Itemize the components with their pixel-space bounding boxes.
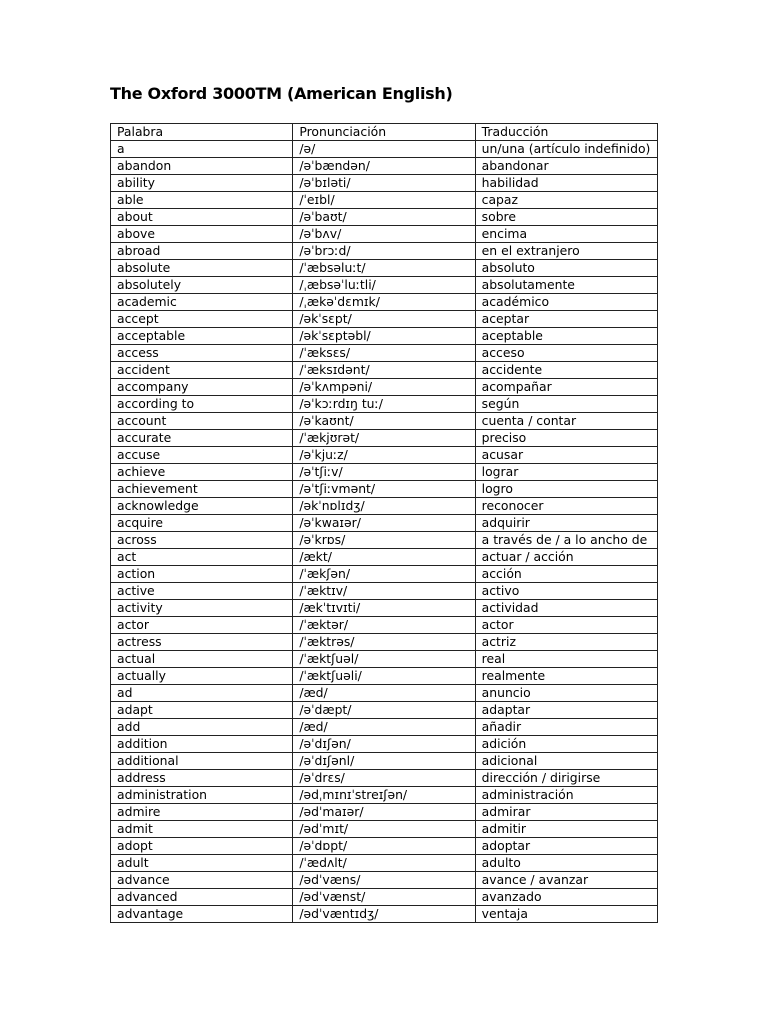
word-cell: administration <box>111 787 293 804</box>
translation-cell: logro <box>475 481 657 498</box>
word-cell: absolute <box>111 260 293 277</box>
pronunciation-cell: /əˈdɪʃənl/ <box>293 753 475 770</box>
word-cell: act <box>111 549 293 566</box>
table-row <box>111 396 658 413</box>
pronunciation-cell: /əkˈsɛptəbl/ <box>293 328 475 345</box>
table-row <box>111 311 658 328</box>
pronunciation-cell: /əˈdrɛs/ <box>293 770 475 787</box>
word-cell: accurate <box>111 430 293 447</box>
word-cell: activity <box>111 600 293 617</box>
table-row <box>111 175 658 192</box>
table-row <box>111 855 658 872</box>
word-cell: actress <box>111 634 293 651</box>
table-row <box>111 821 658 838</box>
translation-cell: ventaja <box>475 906 657 923</box>
table-row <box>111 668 658 685</box>
word-cell: additional <box>111 753 293 770</box>
table-row <box>111 447 658 464</box>
word-cell: abandon <box>111 158 293 175</box>
word-cell: action <box>111 566 293 583</box>
pronunciation-cell: /ˈæktər/ <box>293 617 475 634</box>
table-row <box>111 345 658 362</box>
table-row <box>111 736 658 753</box>
pronunciation-cell: /əˈdɒpt/ <box>293 838 475 855</box>
translation-cell: absolutamente <box>475 277 657 294</box>
translation-cell: adición <box>475 736 657 753</box>
translation-cell: preciso <box>475 430 657 447</box>
translation-cell: anuncio <box>475 685 657 702</box>
column-header-word: Palabra <box>111 124 293 141</box>
translation-cell: cuenta / contar <box>475 413 657 430</box>
pronunciation-cell: /əˈdɪʃən/ <box>293 736 475 753</box>
word-cell: accept <box>111 311 293 328</box>
translation-cell: a través de / a lo ancho de <box>475 532 657 549</box>
word-cell: abroad <box>111 243 293 260</box>
column-header-pronunciation: Pronunciación <box>293 124 475 141</box>
pronunciation-cell: /əˈbaʊt/ <box>293 209 475 226</box>
translation-cell: sobre <box>475 209 657 226</box>
pronunciation-cell: /əˈtʃiːvmənt/ <box>293 481 475 498</box>
pronunciation-cell: /ækt/ <box>293 549 475 566</box>
word-cell: advanced <box>111 889 293 906</box>
table-row <box>111 209 658 226</box>
table-row <box>111 515 658 532</box>
word-cell: adopt <box>111 838 293 855</box>
pronunciation-cell: /əˈdæpt/ <box>293 702 475 719</box>
table-row <box>111 192 658 209</box>
table-row <box>111 277 658 294</box>
translation-cell: acción <box>475 566 657 583</box>
pronunciation-cell: /ədˌmɪnɪˈstreɪʃən/ <box>293 787 475 804</box>
translation-cell: actividad <box>475 600 657 617</box>
translation-cell: activo <box>475 583 657 600</box>
word-cell: access <box>111 345 293 362</box>
word-cell: actual <box>111 651 293 668</box>
pronunciation-cell: /ədˈvæns/ <box>293 872 475 889</box>
pronunciation-cell: /ə/ <box>293 141 475 158</box>
pronunciation-cell: /əˈtʃiːv/ <box>293 464 475 481</box>
word-cell: adult <box>111 855 293 872</box>
pronunciation-cell: /ˈæktɪv/ <box>293 583 475 600</box>
translation-cell: administración <box>475 787 657 804</box>
pronunciation-cell: /əˈkaʊnt/ <box>293 413 475 430</box>
word-cell: accuse <box>111 447 293 464</box>
translation-cell: lograr <box>475 464 657 481</box>
pronunciation-cell: /ədˈvænst/ <box>293 889 475 906</box>
translation-cell: avanzado <box>475 889 657 906</box>
translation-cell: adoptar <box>475 838 657 855</box>
table-row <box>111 243 658 260</box>
table-row <box>111 158 658 175</box>
word-cell: actor <box>111 617 293 634</box>
pronunciation-cell: /ˌækəˈdɛmɪk/ <box>293 294 475 311</box>
word-cell: acknowledge <box>111 498 293 515</box>
translation-cell: según <box>475 396 657 413</box>
table-row <box>111 566 658 583</box>
pronunciation-cell: /əˈkrɒs/ <box>293 532 475 549</box>
table-row <box>111 617 658 634</box>
translation-cell: acceso <box>475 345 657 362</box>
pronunciation-cell: /ˈædʌlt/ <box>293 855 475 872</box>
word-cell: above <box>111 226 293 243</box>
word-cell: advance <box>111 872 293 889</box>
pronunciation-cell: /ˈæktʃuəli/ <box>293 668 475 685</box>
translation-cell: actriz <box>475 634 657 651</box>
table-row <box>111 141 658 158</box>
translation-cell: avance / avanzar <box>475 872 657 889</box>
translation-cell: accidente <box>475 362 657 379</box>
translation-cell: adulto <box>475 855 657 872</box>
word-cell: addition <box>111 736 293 753</box>
pronunciation-cell: /æd/ <box>293 685 475 702</box>
translation-cell: académico <box>475 294 657 311</box>
pronunciation-cell: /ˈækjʊrət/ <box>293 430 475 447</box>
translation-cell: actuar / acción <box>475 549 657 566</box>
table-row <box>111 532 658 549</box>
table-row <box>111 379 658 396</box>
word-cell: acceptable <box>111 328 293 345</box>
translation-cell: acompañar <box>475 379 657 396</box>
word-cell: advantage <box>111 906 293 923</box>
pronunciation-cell: /ˈæksɪdənt/ <box>293 362 475 379</box>
table-row <box>111 838 658 855</box>
pronunciation-cell: /əˈkjuːz/ <box>293 447 475 464</box>
pronunciation-cell: /əˈkwaɪər/ <box>293 515 475 532</box>
translation-cell: adicional <box>475 753 657 770</box>
translation-cell: realmente <box>475 668 657 685</box>
word-cell: actually <box>111 668 293 685</box>
translation-cell: actor <box>475 617 657 634</box>
word-cell: across <box>111 532 293 549</box>
word-cell: ability <box>111 175 293 192</box>
word-cell: adapt <box>111 702 293 719</box>
table-row <box>111 787 658 804</box>
translation-cell: acusar <box>475 447 657 464</box>
table-row <box>111 770 658 787</box>
table-row <box>111 413 658 430</box>
word-cell: achieve <box>111 464 293 481</box>
table-row <box>111 226 658 243</box>
translation-cell: admirar <box>475 804 657 821</box>
translation-cell: aceptar <box>475 311 657 328</box>
word-cell: acquire <box>111 515 293 532</box>
table-row <box>111 362 658 379</box>
word-cell: achievement <box>111 481 293 498</box>
pronunciation-cell: /ˈækʃən/ <box>293 566 475 583</box>
word-cell: ad <box>111 685 293 702</box>
translation-cell: capaz <box>475 192 657 209</box>
translation-cell: habilidad <box>475 175 657 192</box>
pronunciation-cell: /ədˈvæntɪdʒ/ <box>293 906 475 923</box>
translation-cell: adaptar <box>475 702 657 719</box>
table-row <box>111 702 658 719</box>
table-row <box>111 498 658 515</box>
pronunciation-cell: /əkˈnɒlɪdʒ/ <box>293 498 475 515</box>
pronunciation-cell: /əˈbrɔːd/ <box>293 243 475 260</box>
word-cell: accompany <box>111 379 293 396</box>
table-row <box>111 685 658 702</box>
table-row <box>111 481 658 498</box>
table-row <box>111 549 658 566</box>
pronunciation-cell: /ˈæksɛs/ <box>293 345 475 362</box>
pronunciation-cell: /æd/ <box>293 719 475 736</box>
table-row <box>111 328 658 345</box>
translation-cell: adquirir <box>475 515 657 532</box>
table-row <box>111 634 658 651</box>
word-cell: absolutely <box>111 277 293 294</box>
pronunciation-cell: /əˈbændən/ <box>293 158 475 175</box>
word-cell: account <box>111 413 293 430</box>
page-title: The Oxford 3000TM (American English) <box>110 84 453 103</box>
translation-cell: dirección / dirigirse <box>475 770 657 787</box>
vocabulary-table-body <box>111 124 658 923</box>
word-cell: accident <box>111 362 293 379</box>
pronunciation-cell: /ˈæktrəs/ <box>293 634 475 651</box>
pronunciation-cell: /ˌæbsəˈluːtli/ <box>293 277 475 294</box>
table-row <box>111 753 658 770</box>
translation-cell: añadir <box>475 719 657 736</box>
translation-cell: en el extranjero <box>475 243 657 260</box>
translation-cell: encima <box>475 226 657 243</box>
pronunciation-cell: /ækˈtɪvɪti/ <box>293 600 475 617</box>
table-row <box>111 906 658 923</box>
translation-cell: abandonar <box>475 158 657 175</box>
pronunciation-cell: /əkˈsɛpt/ <box>293 311 475 328</box>
pronunciation-cell: /ədˈmaɪər/ <box>293 804 475 821</box>
pronunciation-cell: /əˈkʌmpəni/ <box>293 379 475 396</box>
table-row <box>111 889 658 906</box>
table-row <box>111 583 658 600</box>
pronunciation-cell: /əˈkɔːrdɪŋ tuː/ <box>293 396 475 413</box>
pronunciation-cell: /ˈæktʃuəl/ <box>293 651 475 668</box>
translation-cell: reconocer <box>475 498 657 515</box>
column-header-translation: Traducción <box>475 124 657 141</box>
table-header-row <box>111 124 658 141</box>
word-cell: a <box>111 141 293 158</box>
word-cell: address <box>111 770 293 787</box>
word-cell: academic <box>111 294 293 311</box>
word-cell: about <box>111 209 293 226</box>
pronunciation-cell: /əˈbʌv/ <box>293 226 475 243</box>
table-row <box>111 600 658 617</box>
table-row <box>111 719 658 736</box>
pronunciation-cell: /ˈeɪbl/ <box>293 192 475 209</box>
table-row <box>111 464 658 481</box>
translation-cell: un/una (artículo indefinido) <box>475 141 657 158</box>
word-cell: add <box>111 719 293 736</box>
word-cell: admit <box>111 821 293 838</box>
table-row <box>111 651 658 668</box>
translation-cell: real <box>475 651 657 668</box>
table-row <box>111 872 658 889</box>
word-cell: active <box>111 583 293 600</box>
pronunciation-cell: /ˈæbsəluːt/ <box>293 260 475 277</box>
table-row <box>111 804 658 821</box>
table-row <box>111 430 658 447</box>
pronunciation-cell: /ədˈmɪt/ <box>293 821 475 838</box>
pronunciation-cell: /əˈbɪləti/ <box>293 175 475 192</box>
word-cell: able <box>111 192 293 209</box>
translation-cell: absoluto <box>475 260 657 277</box>
word-cell: admire <box>111 804 293 821</box>
translation-cell: admitir <box>475 821 657 838</box>
word-cell: according to <box>111 396 293 413</box>
translation-cell: aceptable <box>475 328 657 345</box>
table-row <box>111 294 658 311</box>
table-row <box>111 260 658 277</box>
vocabulary-table <box>110 123 658 923</box>
